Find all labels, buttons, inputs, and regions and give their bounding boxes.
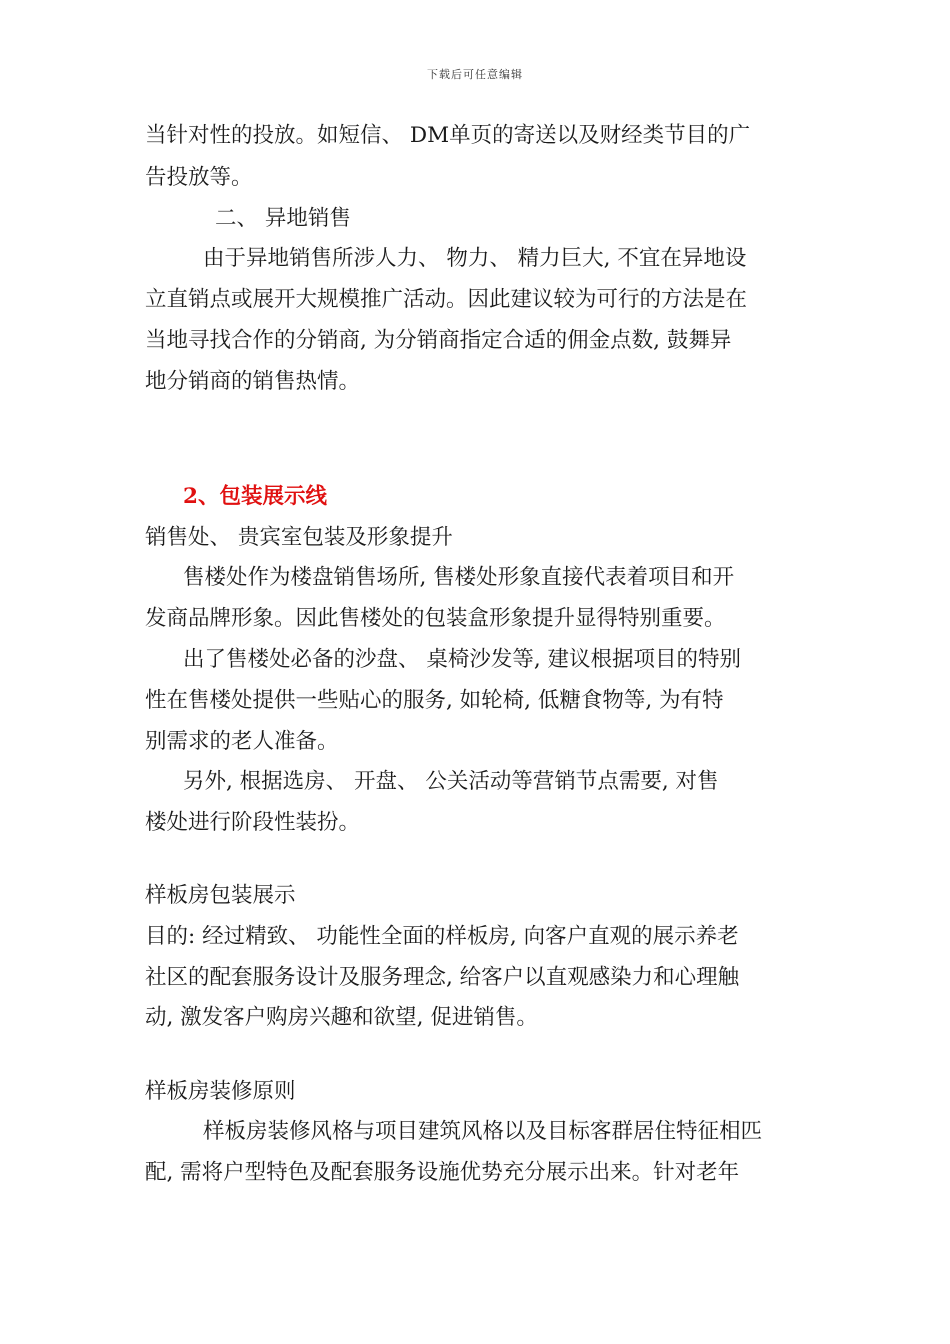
text-line: 由于异地销售所涉人力、 物力、 精力巨大, 不宜在异地设	[203, 246, 747, 271]
page-header: 下载后可任意编辑	[427, 68, 523, 81]
section-heading: 二、 异地销售	[215, 206, 351, 231]
text-line: 楼处进行阶段性装扮。	[145, 810, 361, 835]
text-line: 售楼处作为楼盘销售场所, 售楼处形象直接代表着项目和开	[183, 565, 735, 590]
text-line: 别需求的老人准备。	[145, 729, 339, 754]
subheading: 样板房装修原则	[145, 1079, 296, 1104]
text-line: 出了售楼处必备的沙盘、 桌椅沙发等, 建议根据项目的特别	[183, 647, 742, 672]
section-title: 2、包装展示线	[183, 484, 327, 509]
text-line: 当地寻找合作的分销商, 为分销商指定合适的佣金点数, 鼓舞异	[145, 328, 732, 353]
text-line: 地分销商的销售热情。	[145, 369, 361, 394]
text-line: 动, 激发客户购房兴趣和欲望, 促进销售。	[145, 1005, 538, 1030]
text-line: 发商品牌形象。因此售楼处的包装盒形象提升显得特别重要。	[145, 606, 726, 631]
text-line: 配, 需将户型特色及配套服务设施优势充分展示出来。针对老年	[145, 1160, 740, 1185]
text-line: 立直销点或展开大规模推广活动。因此建议较为可行的方法是在	[145, 287, 748, 312]
text-line: 当针对性的投放。如短信、 DM单页的寄送以及财经类节目的广	[145, 123, 751, 148]
text-line: 目的: 经过精致、 功能性全面的样板房, 向客户直观的展示养老	[145, 924, 739, 949]
subheading: 销售处、 贵宾室包装及形象提升	[145, 525, 453, 550]
text-line: 另外, 根据选房、 开盘、 公关活动等营销节点需要, 对售	[183, 769, 719, 794]
text-line: 告投放等。	[145, 165, 253, 190]
text-line: 社区的配套服务设计及服务理念, 给客户以直观感染力和心理触	[145, 965, 740, 990]
text-line: 性在售楼处提供一些贴心的服务, 如轮椅, 低糖食物等, 为有特	[145, 688, 724, 713]
subheading: 样板房包装展示	[145, 883, 296, 908]
text-line: 样板房装修风格与项目建筑风格以及目标客群居住特征相匹	[203, 1119, 763, 1144]
